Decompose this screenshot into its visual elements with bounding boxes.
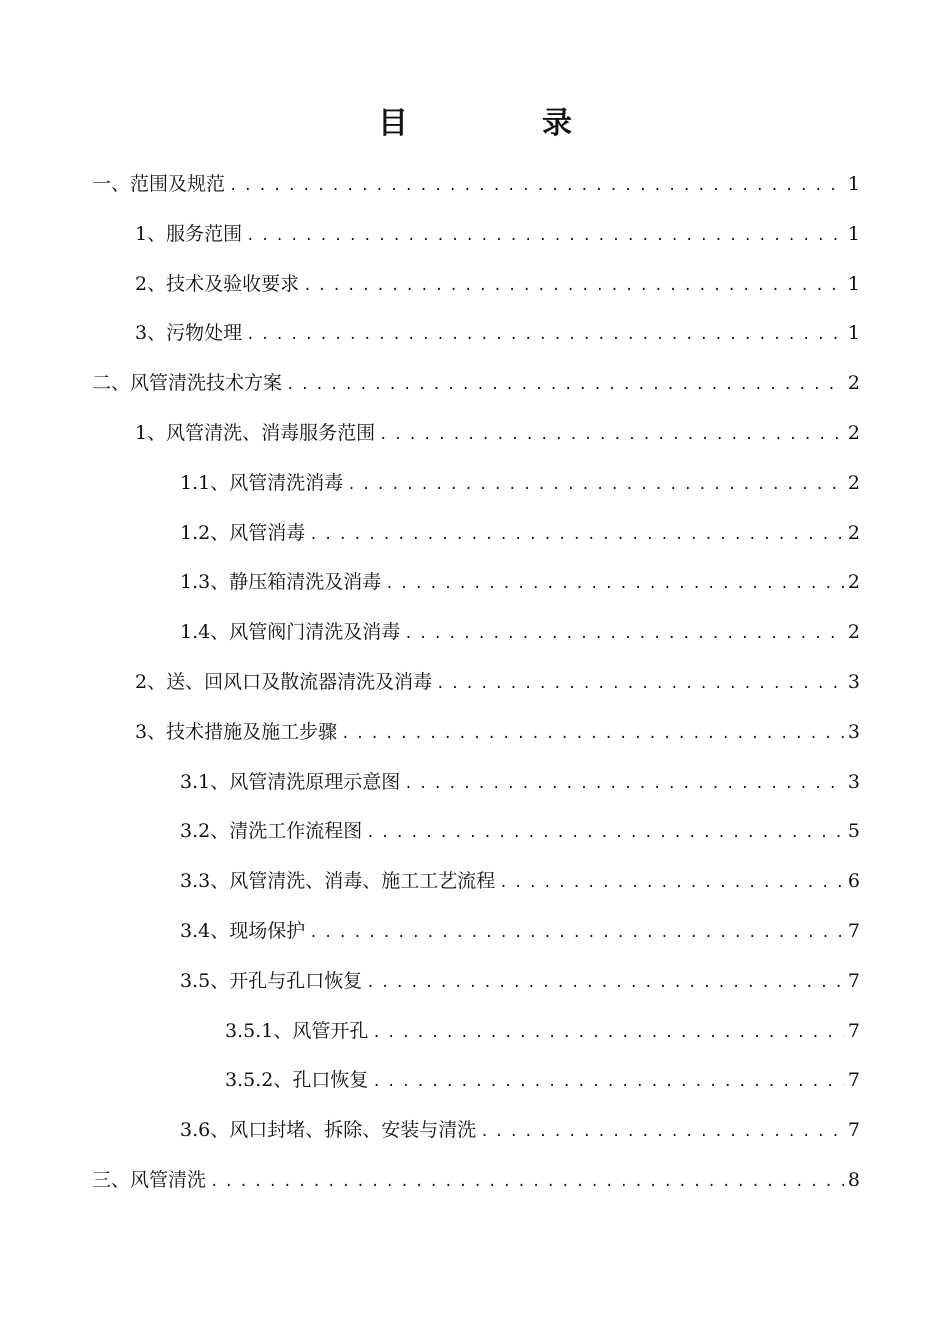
toc-entry[interactable] [92, 363, 860, 413]
toc-dot-leader [372, 1013, 844, 1053]
toc-entry-label: 1.2、风管消毒 [180, 521, 306, 544]
toc-entry[interactable] [92, 1160, 860, 1210]
toc-page-number: 1 [847, 272, 860, 295]
toc-entry[interactable] [92, 214, 860, 264]
toc-dot-leader [379, 415, 844, 455]
toc-page-number: 2 [847, 372, 860, 395]
toc-entry[interactable] [92, 662, 860, 712]
toc-entry[interactable] [92, 264, 860, 314]
toc-entry-label: 1、服务范围 [135, 222, 243, 245]
toc-entry-label: 一、范围及规范 [92, 173, 226, 195]
toc-entry[interactable] [92, 463, 860, 513]
toc-entry[interactable] [92, 911, 860, 961]
toc-dot-leader [303, 266, 844, 306]
toc-entry[interactable] [92, 562, 860, 612]
toc-dot-leader [347, 465, 844, 505]
toc-dot-leader [404, 614, 844, 654]
toc-entry[interactable] [92, 1060, 860, 1110]
toc-page-number: 7 [847, 1069, 860, 1092]
toc-dot-leader [499, 863, 844, 903]
toc-dot-leader [385, 564, 844, 604]
toc-page-number: 2 [847, 471, 860, 494]
toc-page-number: 3 [847, 670, 860, 693]
toc-entry[interactable] [92, 961, 860, 1011]
toc-page-number: 2 [847, 521, 860, 544]
toc-page-number: 1 [847, 322, 860, 345]
toc-page-number: 2 [847, 571, 860, 594]
toc-page-number: 5 [847, 820, 860, 843]
toc-dot-leader [246, 315, 844, 355]
toc-dot-leader [229, 166, 844, 206]
toc-dot-leader [480, 1112, 844, 1152]
toc-dot-leader [246, 216, 844, 256]
toc-entry-label: 1.4、风管阀门清洗及消毒 [180, 621, 401, 644]
toc-page-number: 7 [847, 919, 860, 942]
toc-entry-label: 3.2、清洗工作流程图 [180, 820, 363, 843]
toc-dot-leader [436, 664, 844, 704]
toc-page-number: 7 [847, 1019, 860, 1042]
toc-page-number: 6 [847, 870, 860, 893]
table-of-contents [92, 164, 860, 1210]
toc-entry-label: 3、污物处理 [135, 322, 243, 345]
toc-page-number: 3 [847, 720, 860, 743]
toc-dot-leader [210, 1162, 844, 1202]
toc-entry[interactable] [92, 861, 860, 911]
toc-entry-label: 3.4、现场保护 [180, 919, 306, 942]
toc-entry-label: 3.3、风管清洗、消毒、施工工艺流程 [180, 870, 496, 893]
toc-entry-label: 1.1、风管清洗消毒 [180, 471, 344, 494]
toc-page-number: 2 [847, 621, 860, 644]
toc-page-number: 3 [847, 770, 860, 793]
toc-entry-label: 1.3、静压箱清洗及消毒 [180, 571, 382, 594]
toc-entry[interactable] [92, 164, 860, 214]
toc-entry[interactable] [92, 712, 860, 762]
toc-dot-leader [309, 515, 844, 555]
toc-dot-leader [404, 764, 844, 804]
toc-entry-label: 3.6、风口封堵、拆除、安装与清洗 [180, 1119, 477, 1142]
toc-entry-label: 2、技术及验收要求 [135, 272, 300, 295]
toc-entry-label: 3.5.2、孔口恢复 [225, 1069, 369, 1092]
toc-entry[interactable] [92, 811, 860, 861]
toc-entry-label: 3.5、开孔与孔口恢复 [180, 969, 363, 992]
toc-dot-leader [366, 813, 844, 853]
toc-entry[interactable] [92, 612, 860, 662]
toc-entry-label: 3.1、风管清洗原理示意图 [180, 770, 401, 793]
toc-entry[interactable] [92, 313, 860, 363]
toc-page-number: 1 [847, 173, 860, 195]
toc-dot-leader [286, 365, 844, 405]
toc-page-number: 1 [847, 222, 860, 245]
toc-page-number: 7 [847, 969, 860, 992]
toc-entry[interactable] [92, 413, 860, 463]
toc-page-number: 8 [847, 1168, 860, 1191]
toc-entry-label: 二、风管清洗技术方案 [92, 372, 283, 395]
toc-entry-label: 3、技术措施及施工步骤 [135, 720, 338, 743]
toc-entry[interactable] [92, 1011, 860, 1061]
toc-dot-leader [341, 714, 844, 754]
toc-dot-leader [309, 913, 844, 953]
toc-dot-leader [372, 1062, 844, 1102]
toc-heading: 目 录 [378, 106, 624, 141]
toc-page-number: 7 [847, 1119, 860, 1142]
toc-entry-label: 三、风管清洗 [92, 1168, 207, 1191]
toc-dot-leader [366, 963, 844, 1003]
toc-entry[interactable] [92, 513, 860, 563]
toc-entry[interactable] [92, 762, 860, 812]
toc-entry-label: 1、风管清洗、消毒服务范围 [135, 421, 376, 444]
toc-entry[interactable] [92, 1110, 860, 1160]
toc-page-number: 2 [847, 421, 860, 444]
toc-entry-label: 3.5.1、风管开孔 [225, 1019, 369, 1042]
toc-entry-label: 2、送、回风口及散流器清洗及消毒 [135, 670, 433, 693]
